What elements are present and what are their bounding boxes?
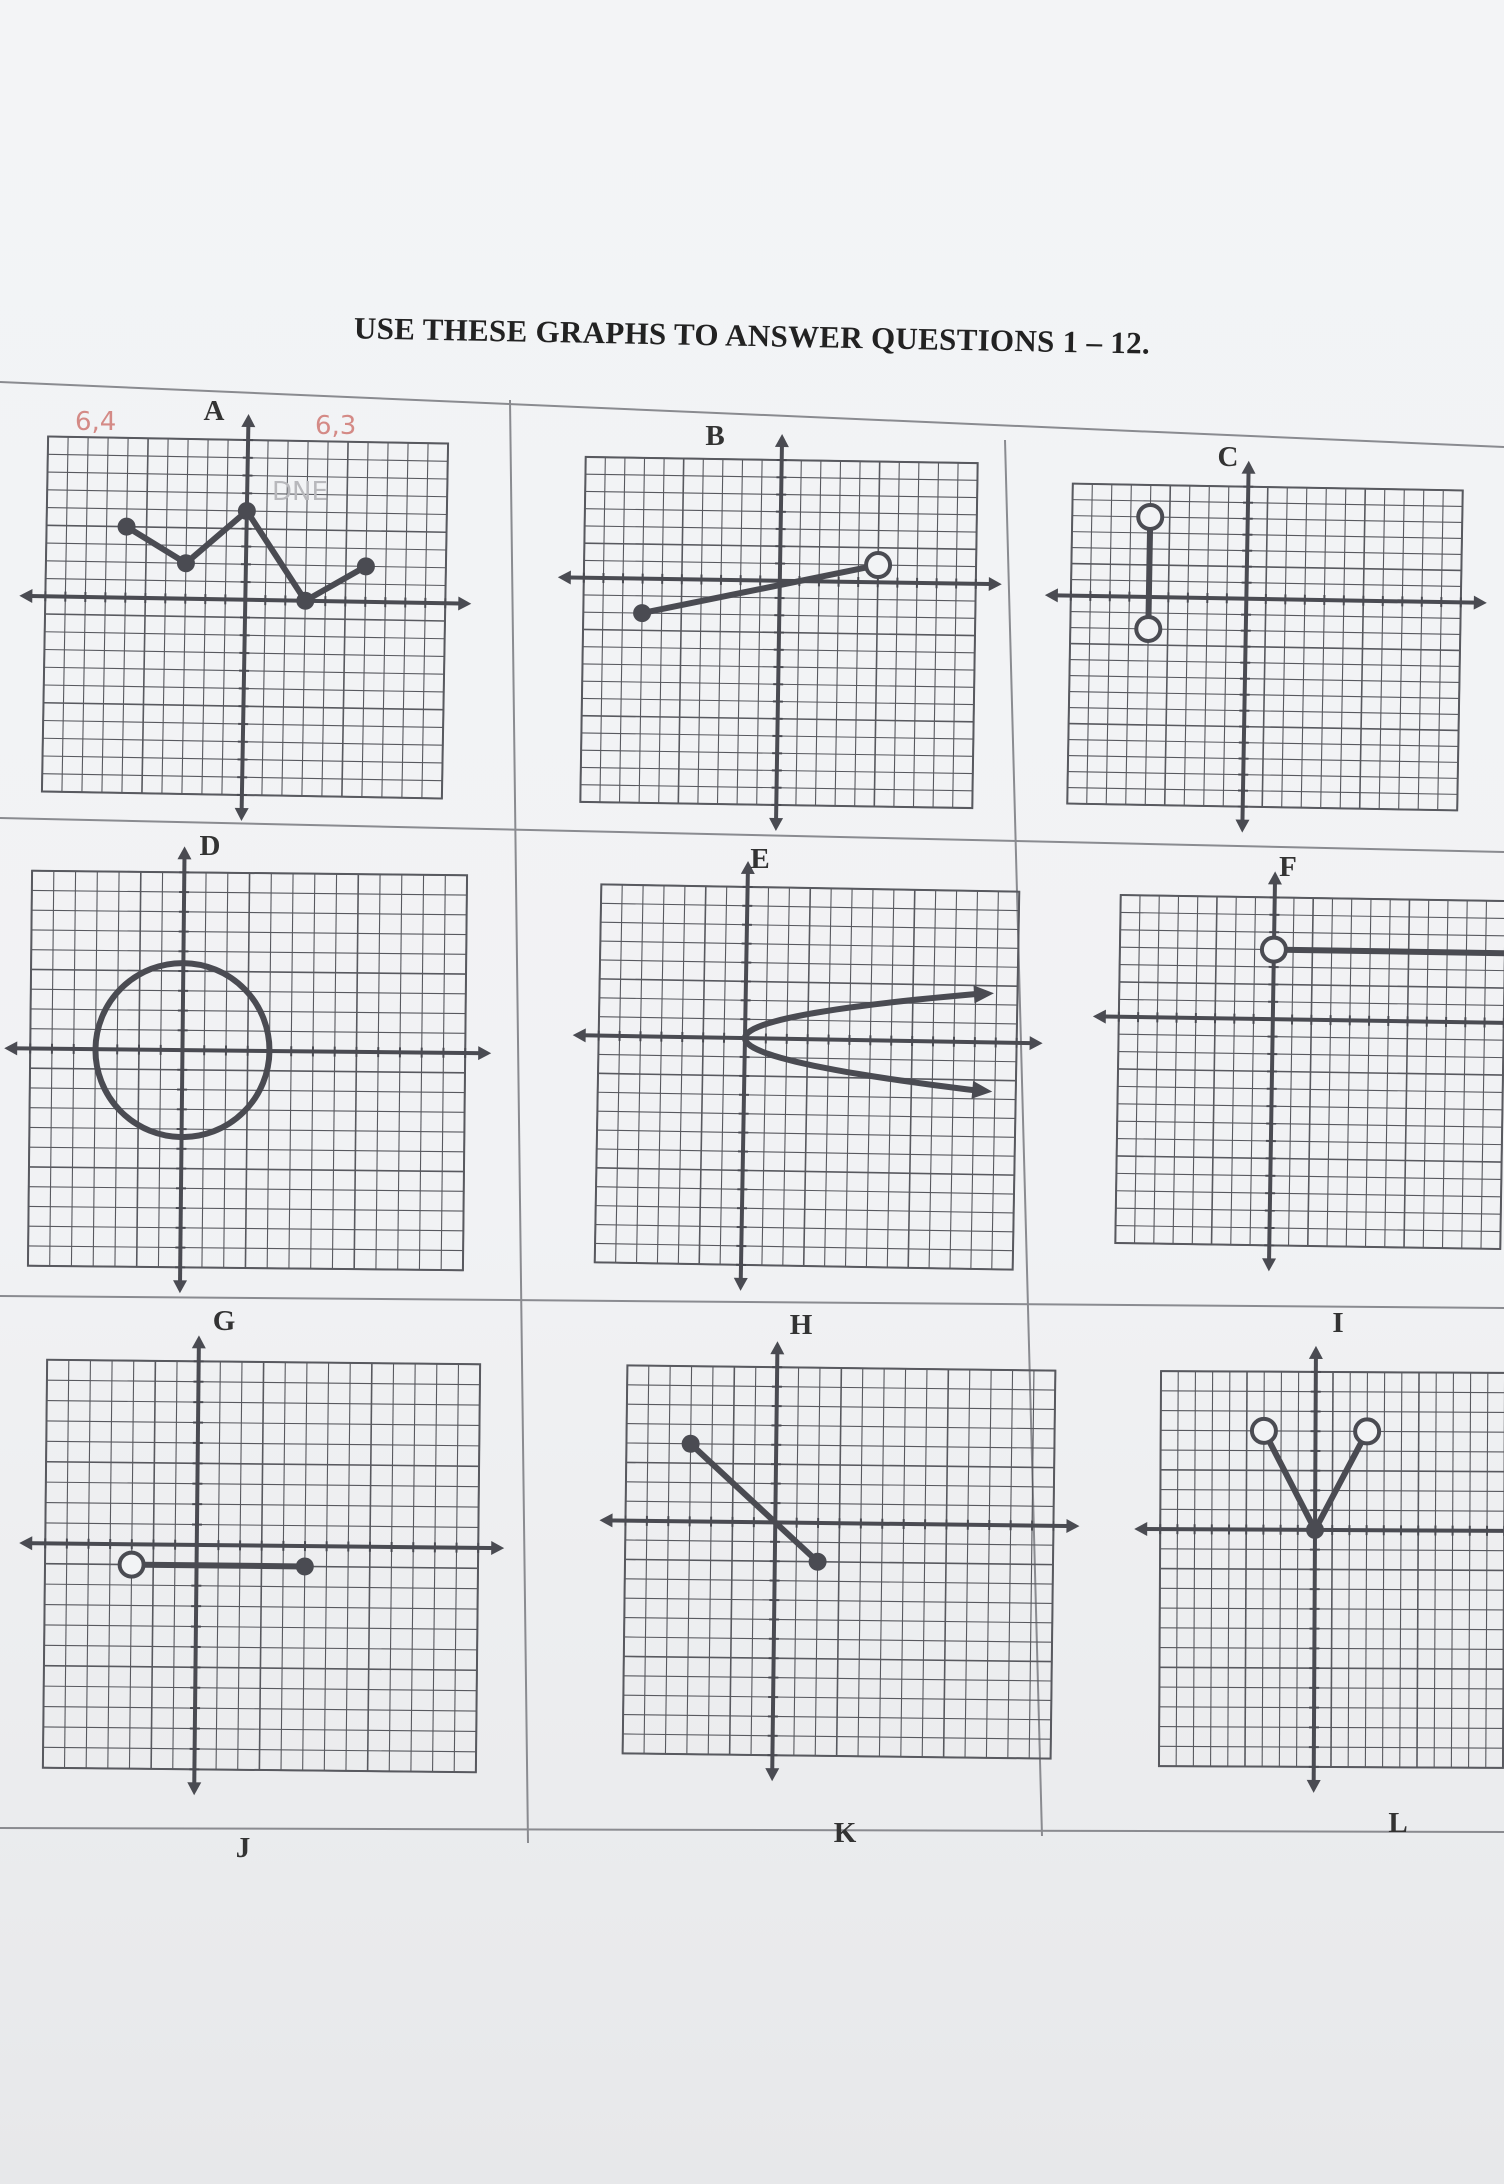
closed-endpoint — [1306, 1521, 1324, 1539]
axis-arrow — [1309, 1346, 1323, 1359]
axis-arrow — [765, 1768, 779, 1781]
open-endpoint — [1138, 505, 1162, 529]
table-border-line — [0, 382, 1504, 447]
graph-label-h: H — [789, 1309, 813, 1341]
axis-arrow — [769, 818, 783, 831]
worksheet-title: USE THESE GRAPHS TO ANSWER QUESTIONS 1 – 12. — [353, 310, 1151, 361]
axis-arrow — [4, 1041, 17, 1055]
graph-b — [554, 431, 1004, 835]
table-border-line — [510, 400, 528, 1843]
axis-arrow — [775, 434, 789, 447]
graph-d — [2, 844, 494, 1296]
axis-arrow — [234, 808, 248, 821]
axis-arrow — [1235, 820, 1249, 833]
graph-label-l: L — [1388, 1807, 1408, 1839]
axis-arrow — [192, 1335, 206, 1348]
graph-label-c: C — [1217, 441, 1239, 473]
axis-arrow — [558, 570, 571, 584]
table-border-line — [0, 1828, 1504, 1832]
curve-arrow — [972, 1081, 993, 1099]
graph-curve — [1274, 950, 1504, 954]
graph-curve — [1148, 517, 1150, 629]
graph-label-i: I — [1332, 1307, 1344, 1339]
graph-h — [596, 1339, 1081, 1785]
axis-arrow — [1474, 596, 1487, 610]
closed-endpoint — [296, 1557, 314, 1575]
graph-c — [1041, 457, 1489, 837]
axis-arrow — [734, 1278, 748, 1291]
open-endpoint — [1136, 617, 1160, 641]
axis-arrow — [173, 1280, 187, 1293]
graph-label-d: D — [199, 830, 221, 862]
axis-arrow — [1030, 1036, 1043, 1050]
graph-label-b: B — [705, 420, 725, 452]
graph-label-g: G — [212, 1305, 236, 1337]
axis-arrow — [989, 577, 1002, 591]
graph-label-a: A — [203, 395, 225, 427]
axis-arrow — [478, 1046, 491, 1060]
graphs-grid — [2, 410, 1504, 1798]
axis-arrow — [1242, 461, 1256, 474]
axis-arrow — [573, 1028, 586, 1042]
axis-arrow — [491, 1541, 504, 1555]
graph-a — [15, 410, 474, 825]
axis-arrow — [1262, 1258, 1276, 1271]
graph-e — [568, 858, 1045, 1296]
graph-g — [17, 1333, 507, 1798]
axis-arrow — [458, 596, 471, 610]
axis-arrow — [770, 1341, 784, 1354]
axis-arrow — [241, 414, 255, 427]
graph-i — [1133, 1345, 1504, 1794]
axis-arrow — [19, 589, 32, 603]
graph-f — [1089, 869, 1504, 1276]
handwritten-note-2: 6,3 — [315, 411, 357, 441]
axis-arrow — [1307, 1780, 1321, 1793]
graph-label-e: E — [750, 843, 770, 875]
axis-arrow — [1134, 1522, 1147, 1536]
axis-arrow — [19, 1536, 32, 1550]
curve-arrow — [973, 985, 994, 1003]
table-border-line — [1005, 440, 1042, 1836]
closed-endpoint — [633, 604, 651, 622]
open-endpoint — [866, 553, 890, 577]
graph-label-f: F — [1279, 851, 1297, 883]
axis-arrow — [1093, 1009, 1106, 1023]
axis-arrow — [177, 846, 191, 859]
open-endpoint — [1252, 1419, 1276, 1443]
open-endpoint — [1262, 937, 1286, 961]
handwritten-note-1: 6,4 — [75, 407, 117, 437]
axis-arrow — [599, 1513, 612, 1527]
open-endpoint — [1355, 1419, 1379, 1443]
axis-arrow — [1066, 1519, 1079, 1533]
axis-arrow — [1045, 588, 1058, 602]
graph-curve — [132, 1565, 305, 1567]
graph-label-k: K — [833, 1817, 857, 1849]
graph-label-j: J — [235, 1832, 251, 1864]
open-endpoint — [119, 1553, 143, 1577]
axis-arrow — [187, 1782, 201, 1795]
handwritten-note-3: DNE — [272, 477, 328, 507]
